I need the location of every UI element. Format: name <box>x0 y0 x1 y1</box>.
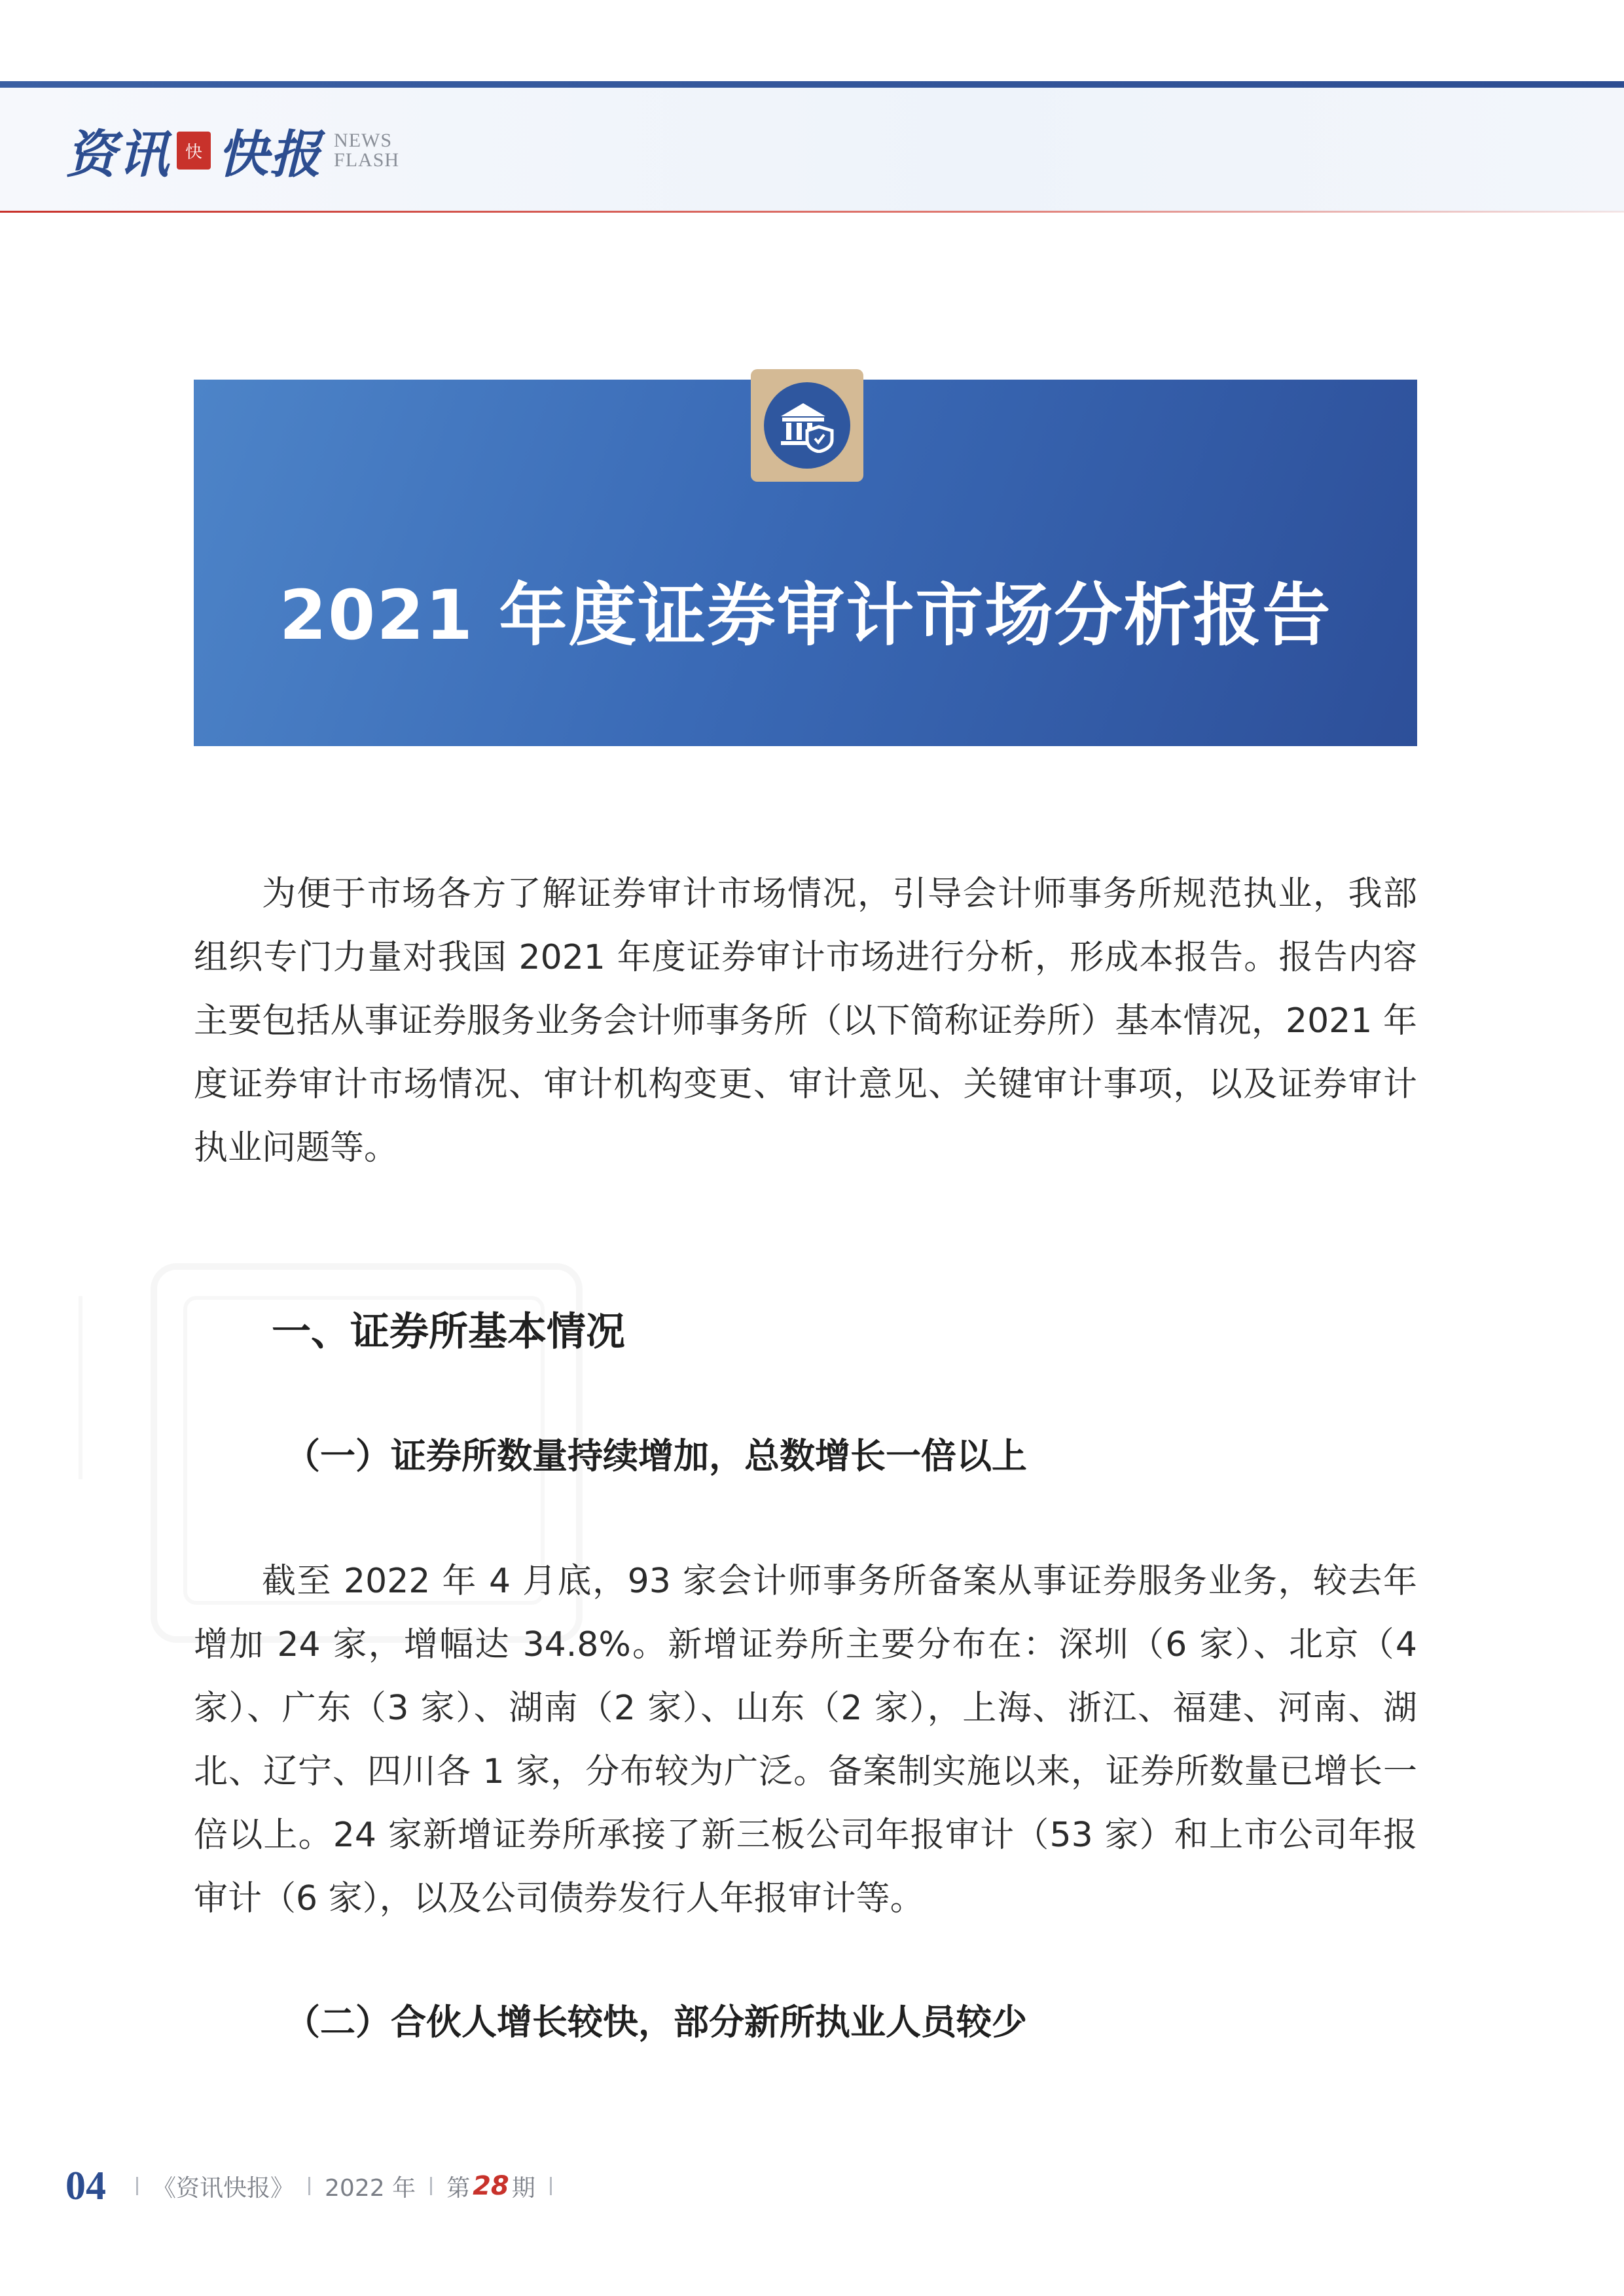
footer-separator <box>430 2177 432 2195</box>
footer-issue-number: 28 <box>473 2171 509 2201</box>
masthead-english-line1: NEWS <box>334 130 393 151</box>
banner-emblem <box>751 369 863 482</box>
footer-year: 2022 年 <box>325 2174 416 2202</box>
intro-paragraph: 为便于市场各方了解证券审计市场情况，引导会计师事务所规范执业，我部组织专门力量对我国 2021 年度证券审计市场进行分析，形成本报告。报告内容主要包括从事证券服务业务会计师事务所（以下简称证券所）基本情况，2021 年度证券审计市场情况、审计机构变更、审计意见、关键审计事项，以及证券审计执业问题等。 <box>194 874 1417 1168</box>
masthead-english-line2: FLASH <box>334 149 400 171</box>
background-decoration <box>0 1296 82 1479</box>
footer-separator <box>136 2177 138 2195</box>
header-divider <box>0 211 1624 213</box>
report-title: 2021 年度证券审计市场分析报告 <box>279 575 1332 655</box>
bank-shield-icon <box>777 398 837 453</box>
masthead-seal: 快 <box>177 132 211 170</box>
footer-separator <box>550 2177 552 2195</box>
footer-issue-prefix: 第 <box>446 2174 471 2202</box>
footer-separator <box>308 2177 310 2195</box>
emblem-circle <box>764 382 850 469</box>
footer-publication: 《资讯快报》 <box>153 2174 295 2202</box>
section-heading-basic-info: 一、证券所基本情况 <box>272 1309 625 1355</box>
header-top-rule <box>0 81 1624 88</box>
masthead-logo <box>65 118 399 183</box>
page-number: 04 <box>65 2163 106 2208</box>
masthead-title-part2: 快报 <box>217 125 323 185</box>
subsection-1-paragraph: 截至 2022 年 4 月底，93 家会计师事务所备案从事证券服务业务，较去年增加 24 家，增幅达 34.8%。新增证券所主要分布在：深圳（6 家）、北京（4 家）、广东（3 家）、湖南（2 家）、山东（2 家），上海、浙江、福建、河南、湖北、辽宁、四川各 1 家，分布较为广泛。备案制实施以来，证券所数量已增长一倍以上。24 家新增证券所承接了新三板公司年报审计（53 家）和上市公司年报审计（6 家），以及公司债券发行人年报审计等。 <box>194 1562 1417 1918</box>
subsection-heading-2: （二）合伙人增长较快，部分新所执业人员较少 <box>285 2001 1027 2043</box>
footer-issue-suffix: 期 <box>511 2174 535 2202</box>
subsection-heading-1: （一）证券所数量持续增加，总数增长一倍以上 <box>285 1435 1027 1477</box>
masthead-title-part1: 资讯 <box>65 125 171 185</box>
masthead-english <box>334 131 399 170</box>
page-footer <box>65 2160 566 2212</box>
